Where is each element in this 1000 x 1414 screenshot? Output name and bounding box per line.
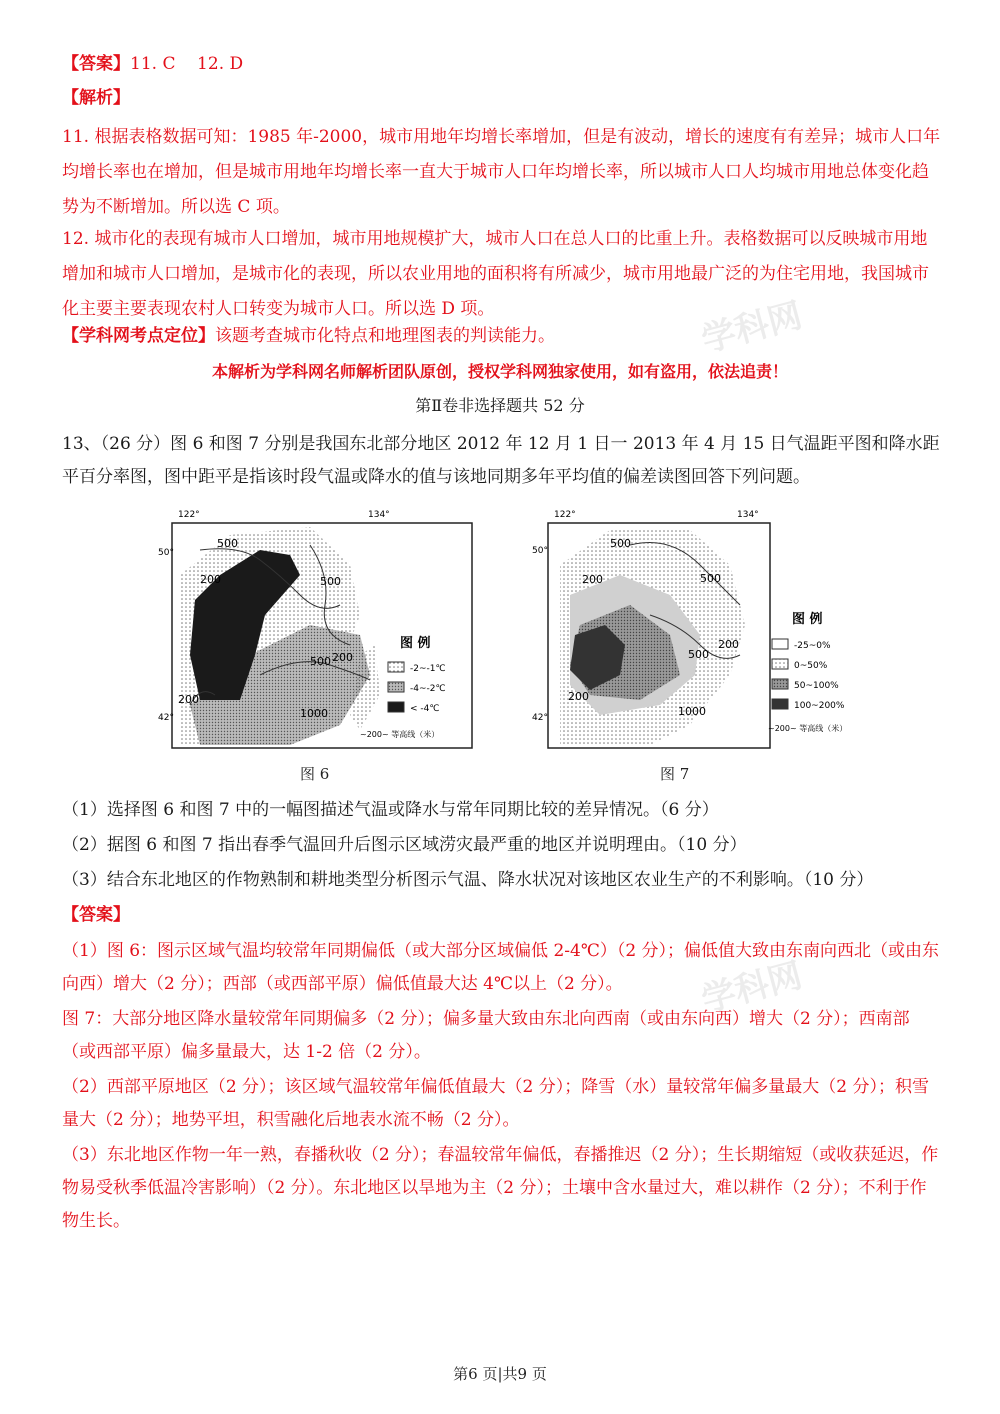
contour-label: 500 (320, 575, 341, 588)
section-title: 第Ⅱ卷非选择题共 52 分 (415, 396, 585, 415)
kaodian-label: 【学科网考点定位】 (62, 326, 215, 346)
legend-item: 50~100% (794, 681, 839, 691)
kaodian-text: 该题考查城市化特点和地理图表的判读能力。 (215, 326, 555, 346)
answer-part-1: （1）图 6：图示区域气温均较常年同期偏低（或大部分区域偏低 2-4℃）（2 分）；偏低值大致由东南向西北（或由东向西）增大（2 分）；西部（或西部平原）偏低值最大达 4℃以上（2 分）。 (62, 941, 940, 994)
lat-label: 42° (532, 713, 548, 723)
kaodian-line (62, 324, 942, 348)
contour-label: 500 (688, 648, 709, 661)
contour-legend: ~200~ 等高线（米） (360, 730, 440, 739)
lat-label: 50° (532, 546, 548, 556)
lon-label: 122° (554, 510, 576, 520)
contour-label: 1000 (678, 705, 706, 718)
sub-question-3: （3）结合东北地区的作物熟制和耕地类型分析图示气温、降水状况对该地区农业生产的不利影响。（10 分） (62, 870, 874, 890)
figure-7-map (530, 505, 860, 755)
sub-question-2: （2）据图 6 和图 7 指出春季气温回升后图示区域涝灾最严重的地区并说明理由。（10 分） (62, 835, 747, 855)
contour-label: 500 (217, 537, 238, 550)
page-footer: 第6 页|共9 页 (453, 1365, 547, 1383)
contour-label: 200 (582, 573, 603, 586)
legend-item: 0~50% (794, 661, 828, 671)
answer-part-1b: 图 7：大部分地区降水量较常年同期偏多（2 分）；偏多量大致由东北向西南（或由东向西）增大（2 分）；西南部（或西部平原）偏多量最大，达 1-2 倍（2 分）。 (62, 1009, 910, 1062)
legend-title: 图 例 (400, 636, 431, 651)
figure-7-caption: 图 7 (660, 765, 690, 783)
answer-part-2: （2）西部平原地区（2 分）；该区域气温较常年偏低值最大（2 分）；降雪（水）量较常年偏多量最大（2 分）；积雪量大（2 分）；地势平坦，积雪融化后地表水流不畅（2 分）。 (62, 1077, 929, 1130)
legend-item: -4~-2℃ (410, 684, 446, 694)
answer-part-3: （3）东北地区作物一年一熟，春播秋收（2 分）；春温较常年偏低，春播推迟（2 分）；生长期缩短（或收获延迟，作物易受秋季低温冷害影响）（2 分）。东北地区以旱地为主（2 分）；土壤中含水量过大，难以耕作（2 分）；不利于作物生长。 (62, 1145, 939, 1231)
contour-label: 500 (310, 655, 331, 668)
figure-6-caption: 图 6 (300, 765, 330, 783)
contour-label: 200 (568, 690, 589, 703)
contour-legend: ~200~ 等高线（米） (768, 724, 848, 733)
lat-label: 42° (158, 713, 174, 723)
figure-6-map (160, 505, 480, 755)
contour-label: 1000 (300, 707, 328, 720)
contour-label: 500 (700, 572, 721, 585)
contour-label: 200 (332, 651, 353, 664)
legend-item: -25~0% (794, 641, 831, 651)
watermark: 学科网 (697, 955, 807, 1021)
watermark: 学科网 (697, 295, 807, 361)
copyright-notice: 本解析为学科网名师解析团队原创，授权学科网独家使用，如有盗用，依法追责！ (211, 362, 788, 381)
lon-label: 134° (368, 510, 390, 520)
lat-label: 50° (158, 548, 174, 558)
legend-item: 100~200% (794, 701, 845, 711)
analysis-label: 【解析】 (62, 88, 130, 108)
legend-item: -2~-1℃ (410, 664, 446, 674)
answer-label: 【答案】 (62, 54, 130, 74)
answer-text: 11. C 12. D (130, 54, 244, 74)
question-13: 13、（26 分）图 6 和图 7 分别是我国东北部分地区 2012 年 12 月 1 日一 2013 年 4 月 15 日气温距平图和降水距平百分率图，图中距平是指该时段气温或降水的值与该地同期多年平均值的偏差读图回答下列问题。 (62, 434, 940, 487)
legend-item: < -4℃ (410, 704, 440, 714)
answer-line (62, 52, 942, 76)
legend-title: 图 例 (792, 612, 823, 627)
contour-label: 200 (200, 573, 221, 586)
lon-label: 134° (737, 510, 759, 520)
answer-label-2: 【答案】 (62, 905, 130, 925)
analysis-paragraph-12: 12. 城市化的表现有城市人口增加，城市用地规模扩大，城市人口在总人口的比重上升。表格数据可以反映城市用地增加和城市人口增加，是城市化的表现，所以农业用地的面积将有所减少，城市用地最广泛的为住宅用地，我国城市化主要主要表现农村人口转变为城市人口。所以选 D 项。 (62, 229, 929, 319)
contour-label: 200 (178, 693, 199, 706)
analysis-paragraph-11: 11. 根据表格数据可知：1985 年-2000，城市用地年均增长率增加，但是有波动，增长的速度有有差异；城市人口年均增长率也在增加，但是城市用地年均增长率一直大于城市人口年均增长率，所以城市人口人均城市用地总体变化趋势为不断增加。所以选 C 项。 (62, 127, 941, 217)
sub-question-1: （1）选择图 6 和图 7 中的一幅图描述气温或降水与常年同期比较的差异情况。（6 分） (62, 800, 719, 820)
lon-label: 122° (178, 510, 200, 520)
contour-label: 200 (718, 638, 739, 651)
contour-label: 500 (610, 537, 631, 550)
